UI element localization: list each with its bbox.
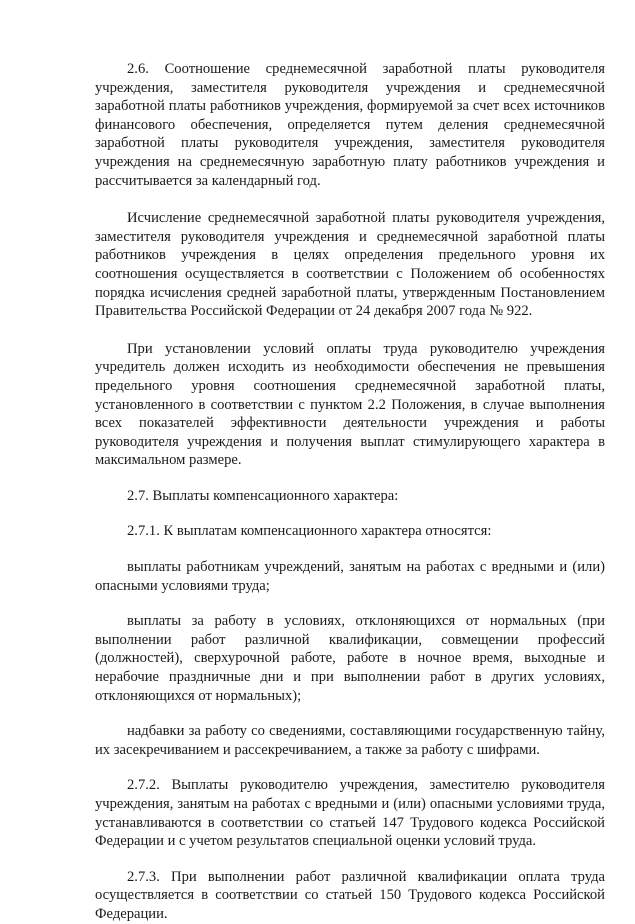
paragraph-list-item-deviating-conditions: выплаты за работу в условиях, отклоняющихся от нормальных (при выполнении работ различной квалификации, совмещении профессий (должностей), сверхурочной работе, работе в ночное время, выходные и нерабочие праздничные дни и при выполнении работ в других условиях, отклоняющихся от нормальных); — [95, 613, 605, 704]
paragraph-2-7-1: 2.7.1. К выплатам компенсационного характера относятся: — [127, 523, 492, 540]
paragraph-calculation: Исчисление среднемесячной заработной платы руководителя учреждения, заместителя руководителя учреждения и среднемесячной заработной платы работников учреждения в целях определения предельного уровня их соотношения осуществляется в соответствии с Положением об особенностях порядка исчисления средней заработной платы, утвержденным Постановлением Правительства Российской Федерации от 24 декабря 2007 года № 922. — [95, 210, 605, 320]
paragraph-2-6: 2.6. Соотношение среднемесячной заработной платы руководителя учреждения, заместителя руководителя учреждения и среднемесячной заработной платы работников учреждения, формируемой за счет всех источников финансового обеспечения, определяется путем деления среднемесячной заработной платы руководителя учреждения, заместителя руководителя учреждения на среднемесячную заработную плату работников учреждения и рассчитывается за календарный год. — [95, 61, 605, 189]
paragraph-2-7-3: 2.7.3. При выполнении работ различной квалификации оплата труда осуществляется в соответствии со статьей 150 Трудового кодекса Российской Федерации. — [95, 868, 605, 922]
document-page — [95, 60, 605, 924]
paragraph-2-7-heading: 2.7. Выплаты компенсационного характера: — [127, 487, 399, 504]
paragraph-conditions: При установлении условий оплаты труда руководителю учреждения учредитель должен исходить из необходимости обеспечения не превышения предельного уровня соотношения среднемесячной заработной платы, установленного в соответствии с пунктом 2.2 Положения, в случае выполнения всех показателей эффективности деятельности учреждения и работы руководителя учреждения и получения выплат стимулирующего характера в максимальном размере. — [95, 340, 605, 469]
paragraph-list-item-state-secret: надбавки за работу со сведениями, составляющими государственную тайну, их засекречиванием и рассекречиванием, а также за работу с шифрами. — [95, 723, 605, 758]
paragraph-2-7-2: 2.7.2. Выплаты руководителю учреждения, заместителю руководителя учреждения, занятым на работах с вредными и (или) опасными условиями труда, устанавливаются в соответствии со статьей 147 Трудового кодекса Российской Федерации и с учетом результатов специальной оценки условий труда. — [95, 777, 605, 850]
paragraph-list-item-hazardous: выплаты работникам учреждений, занятым на работах с вредными и (или) опасными условиями труда; — [95, 559, 605, 594]
